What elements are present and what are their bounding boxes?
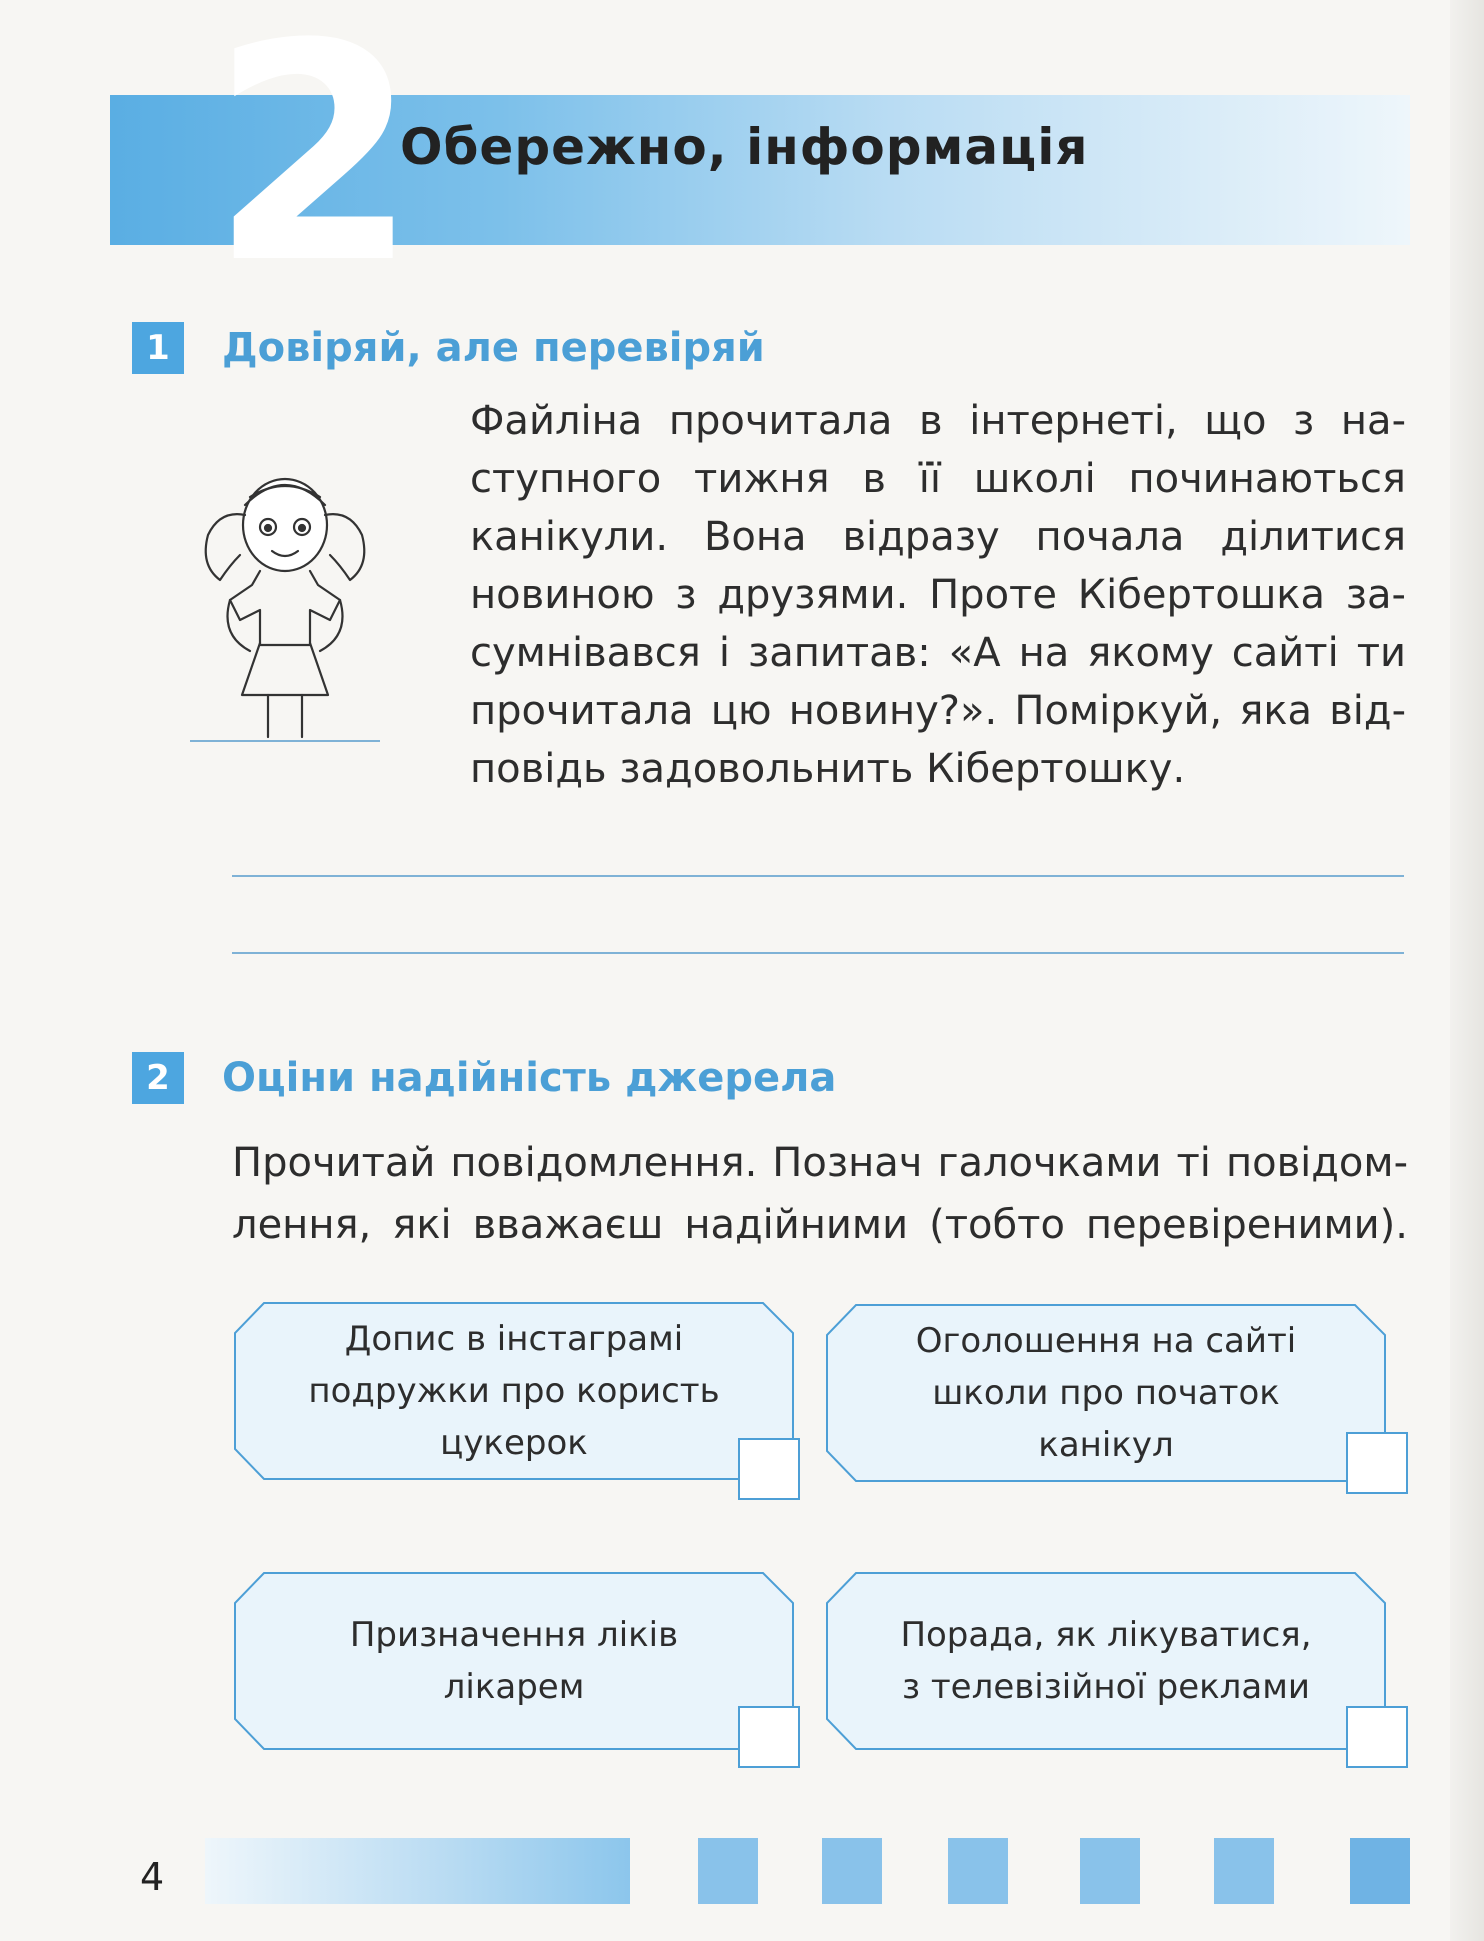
footer-square bbox=[698, 1838, 758, 1904]
footer-square bbox=[1080, 1838, 1140, 1904]
task-1-text-line: ступного тижня в її школі починаються bbox=[470, 456, 1406, 502]
answer-line-2[interactable] bbox=[232, 952, 1404, 954]
task-1-text-line: повідь задовольнить Кібертошку. bbox=[470, 746, 1186, 792]
chapter-number: 2 bbox=[210, 0, 419, 329]
card-4-line: з телевізійної реклами bbox=[901, 1667, 1310, 1707]
task-2-text bbox=[232, 1132, 1408, 1256]
task-2-heading bbox=[132, 1052, 836, 1104]
card-4-line: Порада, як лікуватися, bbox=[900, 1615, 1312, 1655]
answer-line-1[interactable] bbox=[232, 875, 1404, 877]
footer-gradient-bar bbox=[205, 1838, 630, 1904]
girl-illustration bbox=[190, 455, 380, 745]
task-1-heading bbox=[132, 322, 765, 374]
card-1-line: Допис в інстаграмі bbox=[344, 1319, 684, 1359]
card-3-line: лікарем bbox=[443, 1667, 585, 1707]
card-1-checkbox[interactable] bbox=[738, 1438, 800, 1500]
card-1-line: подружки про користь bbox=[308, 1371, 720, 1411]
footer-square bbox=[1214, 1838, 1274, 1904]
card-1-line: цукерок bbox=[440, 1423, 588, 1463]
footer-square bbox=[948, 1838, 1008, 1904]
task-2-number-badge: 2 bbox=[132, 1052, 184, 1104]
card-1-text bbox=[240, 1308, 788, 1474]
task-1-title: Довіряй, але перевіряй bbox=[222, 325, 765, 371]
task-2-text-line: лення, які вважаєш надійними (тобто перевіреними). bbox=[232, 1202, 1408, 1248]
task-1-text-line: Файліна прочитала в інтернеті, що з на- bbox=[470, 398, 1406, 444]
card-2-checkbox[interactable] bbox=[1346, 1432, 1408, 1494]
footer-square bbox=[1350, 1838, 1410, 1904]
card-3-line: Призначення ліків bbox=[349, 1615, 679, 1655]
footer-square bbox=[822, 1838, 882, 1904]
card-4-text bbox=[832, 1578, 1380, 1744]
task-2-title: Оціни надійність джерела bbox=[222, 1055, 837, 1101]
card-4-checkbox[interactable] bbox=[1346, 1706, 1408, 1768]
task-1-text bbox=[470, 392, 1406, 798]
card-2-line: школи про початок bbox=[932, 1373, 1280, 1413]
card-3-checkbox[interactable] bbox=[738, 1706, 800, 1768]
task-1-text-line: сумнівався і запитав: «А на якому сайті ти bbox=[470, 630, 1406, 676]
task-2-text-line: Прочитай повідомлення. Познач галочками ті повідом- bbox=[232, 1140, 1408, 1186]
page-edge bbox=[1450, 0, 1484, 1941]
page-number: 4 bbox=[140, 1855, 165, 1899]
task-1-text-line: новиною з друзями. Проте Кібертошка за- bbox=[470, 572, 1406, 618]
card-2-line: Оголошення на сайті bbox=[915, 1321, 1297, 1361]
card-2-line: канікул bbox=[1038, 1425, 1174, 1465]
task-1-number-badge: 1 bbox=[132, 322, 184, 374]
card-2-text bbox=[832, 1310, 1380, 1476]
card-3-text bbox=[240, 1578, 788, 1744]
task-1-text-line: прочитала цю новину?». Поміркуй, яка від- bbox=[470, 688, 1406, 734]
chapter-title: Обережно, інформація bbox=[400, 118, 1089, 176]
task-1-text-line: канікули. Вона відразу почала ділитися bbox=[470, 514, 1406, 560]
